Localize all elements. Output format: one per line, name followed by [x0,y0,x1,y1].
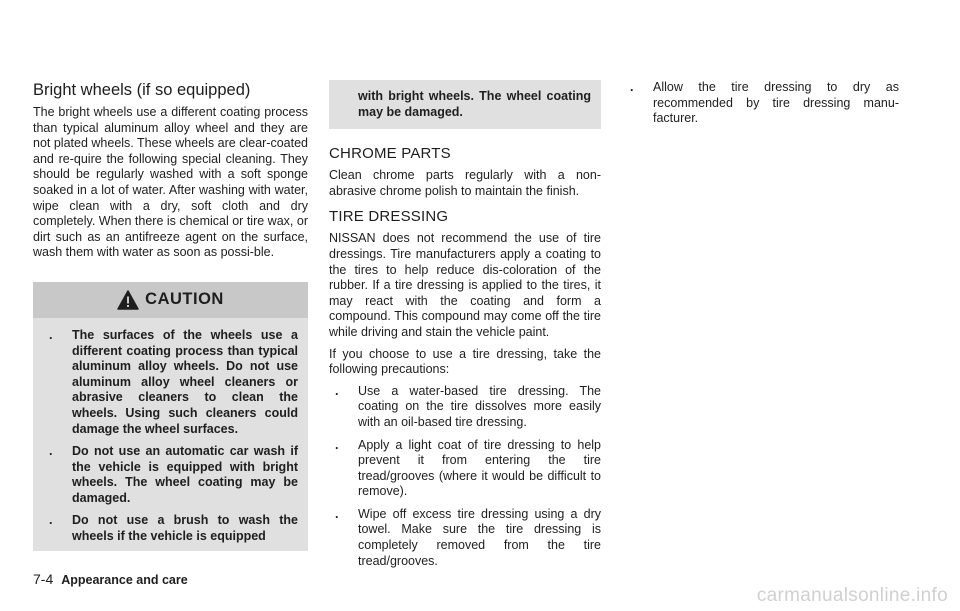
tire-dressing-precautions-intro: If you choose to use a tire dressing, take the following precautions: [329,346,601,377]
caution-item [43,328,298,437]
list-item [329,507,601,569]
bullet-dot: . [335,437,339,452]
caution-body [33,318,308,551]
right-column [624,80,899,134]
caution-header [33,282,308,318]
caution-item-text: The surfaces of the wheels use a different coating process than typical aluminum alloy wheels. Do not use aluminum alloy wheel cleaners or abrasive cleaners to clean the wheels. Using such cleaners could damage the wheel surfaces. [72,327,298,436]
warning-triangle-icon [117,290,139,310]
caution-label: CAUTION [145,290,224,309]
caution-item-text: Do not use an automatic car wash if the vehicle is equipped with bright wheels. The wheel coating may be damaged. [72,444,298,505]
bullet-dot: . [49,444,53,459]
tire-dressing-list-continued [624,80,899,127]
list-item [329,438,601,500]
bullet-dot: . [630,80,634,94]
bright-wheels-heading: Bright wheels (if so equipped) [33,81,251,99]
bullet-dot: . [335,383,339,398]
page-number: 7-4 [33,571,54,587]
bullet-dot: . [335,506,339,521]
tire-dressing-list [329,384,601,570]
middle-column [329,80,601,576]
chrome-parts-paragraph: Clean chrome parts regularly with a non-abrasive chrome polish to maintain the finish. [329,168,601,198]
caution-item-text: Do not use a brush to wash the wheels if the vehicle is equipped [72,513,298,544]
caution-item [43,444,298,506]
list-item-text: Wipe off excess tire dressing using a dry towel. Make sure the tire dressing is completely removed from the tire tread/grooves. [358,506,601,568]
chrome-parts-heading: CHROME PARTS [329,145,451,163]
caution-continued-text: with bright wheels. The wheel coating may be damaged. [358,89,591,119]
bullet-dot: . [49,513,53,528]
section-title: Appearance and care [61,573,188,587]
bright-wheels-paragraph: The bright wheels use a different coating process than typical aluminum alloy wheel and they are not plated wheels. These wheels are clear-coated and re-quire the following special cleaning. They should be regularly washed with a soft sponge soaked in a lot of water. After washing with water, wipe clean with a dry, soft cloth and dry completely. When there is chemical or tire wax, or dirt such as an antifreeze agent on the surface, wash them with water as soon as possi-ble. [33,105,308,260]
bullet-dot: . [49,327,53,342]
caution-item [43,513,298,544]
tire-dressing-heading: TIRE DRESSING [329,208,449,226]
list-item-text: Use a water-based tire dressing. The coating on the tire dissolves more easily with an oil-based tire dressing. [358,383,601,429]
list-item [329,384,601,431]
page-footer [33,571,188,587]
watermark: carmanualsonline.info [756,585,948,606]
list-item [624,80,899,127]
caution-continued [329,80,601,129]
left-column [33,80,308,551]
list-item-text: Apply a light coat of tire dressing to help prevent it from entering the tire tread/grooves (where it would be difficult to remove). [358,437,601,499]
list-item-text: Allow the tire dressing to dry as recommended by tire dressing manu-facturer. [653,80,899,126]
tire-dressing-paragraph: NISSAN does not recommend the use of tire dressings. Tire manufacturers apply a coating to the tires to help reduce dis-coloration of the rubber. If a tire dressing is applied to the tires, it may react with the coating and form a compound. This compound may come off the tire while driving and stain the vehicle paint. [329,231,601,339]
